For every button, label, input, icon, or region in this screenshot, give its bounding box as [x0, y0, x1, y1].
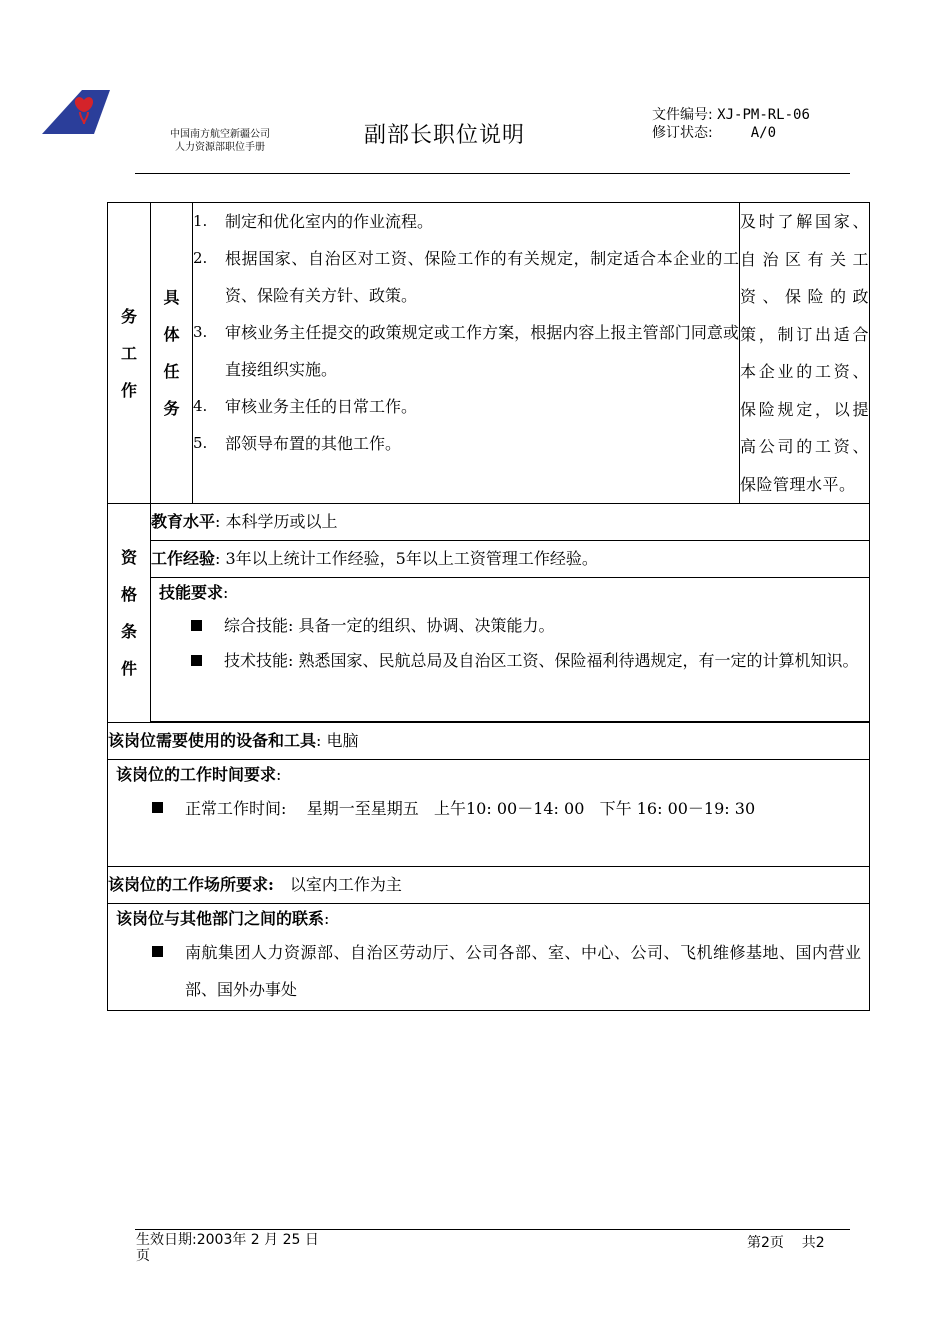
workplace-label: 该岗位的工作场所要求:: [108, 875, 274, 894]
skill-text: 综合技能: 具备一定的组织、协调、决策能力。: [224, 616, 555, 635]
skills-colon: :: [223, 583, 229, 602]
task-text: 部领导布置的其他工作。: [225, 434, 402, 453]
footer-divider: [135, 1229, 850, 1230]
label-char: 具: [163, 288, 180, 307]
company-line-2: 人力资源部职位手册: [175, 142, 265, 153]
company-name: [140, 128, 300, 154]
tasks-label: [151, 203, 193, 504]
education-label: 教育水平: [151, 512, 216, 531]
equipment-cell: [108, 723, 870, 760]
equipment-label: 该岗位需要使用的设备和工具: [108, 731, 317, 750]
bullet-square-icon: [152, 946, 163, 957]
label-char: 任: [163, 362, 180, 381]
skills-label: 技能要求: [159, 583, 224, 602]
task-number: 5.: [193, 434, 208, 452]
experience-value: : 3年以上统计工作经验，5年以上工资管理工作经验。: [215, 549, 598, 568]
task-item: [193, 240, 739, 314]
rev-label: 修订状态:: [652, 125, 713, 141]
page-number: 第2页 共2: [747, 1235, 825, 1251]
equipment-row: [108, 723, 870, 760]
work-time-colon: :: [276, 765, 282, 784]
duties-section-label: [108, 203, 151, 504]
skill-item: [159, 643, 859, 678]
equipment-value: : 电脑: [316, 731, 359, 750]
task-list: [193, 203, 740, 504]
skill-item: [159, 608, 859, 643]
job-description-table: [107, 202, 870, 1011]
experience-label: 工作经验: [151, 549, 216, 568]
duties-row: [108, 203, 870, 504]
work-time-value: 正常工作时间: 星期一至星期五 上午10: 00－14: 00 下午 16: 00－19: 30: [185, 799, 756, 818]
task-text: 审核业务主任提交的政策规定或工作方案，根据内容上报主管部门同意或直接组织实施。: [225, 323, 739, 379]
doc-no: XJ-PM-RL-06: [717, 107, 810, 123]
task-number: 4.: [193, 397, 208, 415]
work-time-cell: [108, 760, 870, 867]
workplace-cell: [108, 867, 870, 904]
experience-row: [108, 541, 870, 578]
company-line-1: 中国南方航空新疆公司: [170, 129, 270, 140]
doc-no-label: 文件编号:: [652, 107, 713, 123]
label-char: 格: [120, 585, 137, 604]
relations-item: [116, 934, 861, 1008]
relations-colon: :: [324, 909, 330, 928]
effective-date: [136, 1232, 366, 1264]
duties-objective: 及时了解国家、自治区有关工资、保险的政策，制订出适合本企业的工资、保险规定，以提高公司的工资、保险管理水平。: [740, 203, 870, 504]
rev-status: A/0: [750, 125, 777, 141]
label-char: 务: [163, 399, 180, 418]
label-char: 工: [120, 343, 137, 363]
label-char: 件: [120, 659, 137, 678]
task-number: 1.: [193, 212, 208, 230]
work-time-label: 该岗位的工作时间要求: [116, 765, 277, 784]
work-time-row: [108, 760, 870, 867]
relations-value: 南航集团人力资源部、自治区劳动厅、公司各部、室、中心、公司、飞机维修基地、国内营业部、国外办事处: [185, 943, 861, 999]
page-title: 副部长职位说明: [364, 123, 526, 148]
task-item: [193, 425, 739, 462]
label-char: 务: [120, 306, 137, 326]
relations-cell: [108, 904, 870, 1011]
task-text: 制定和优化室内的作业流程。: [225, 212, 434, 231]
task-item: [193, 388, 739, 425]
bullet-square-icon: [191, 620, 202, 631]
task-text: 根据国家、自治区对工资、保险工作的有关规定，制定适合本企业的工资、保险有关方针、政策。: [225, 249, 739, 305]
airline-logo: [42, 88, 110, 136]
education-row: [108, 504, 870, 541]
workplace-value: 以室内工作为主: [289, 875, 402, 894]
task-item: [193, 203, 739, 240]
task-item: [193, 314, 739, 388]
skill-text: 技术技能: 熟悉国家、民航总局及自治区工资、保险福利待遇规定，有一定的计算机知识。: [224, 651, 859, 670]
bullet-square-icon: [152, 802, 163, 813]
page-word: 页: [136, 1248, 150, 1264]
workplace-row: [108, 867, 870, 904]
task-number: 3.: [193, 323, 208, 341]
skills-row: [108, 578, 870, 722]
doc-info: [652, 106, 810, 142]
task-text: 审核业务主任的日常工作。: [225, 397, 418, 416]
task-number: 2.: [193, 249, 208, 267]
experience-cell: [151, 541, 870, 578]
education-value: : 本科学历或以上: [215, 512, 338, 531]
label-char: 条: [120, 622, 137, 641]
qualifications-section-label: [108, 504, 151, 723]
education-cell: [151, 504, 870, 541]
label-char: 体: [163, 325, 180, 344]
work-time-item: [116, 790, 839, 827]
skills-cell: [151, 578, 870, 722]
header-divider: [135, 173, 850, 174]
label-char: 作: [120, 380, 137, 400]
relations-label: 该岗位与其他部门之间的联系: [116, 909, 325, 928]
bullet-square-icon: [191, 655, 202, 666]
label-char: 资: [120, 548, 137, 567]
relations-row: [108, 904, 870, 1011]
effective-date-text: 生效日期:2003年 2 月 25 日: [136, 1232, 319, 1248]
